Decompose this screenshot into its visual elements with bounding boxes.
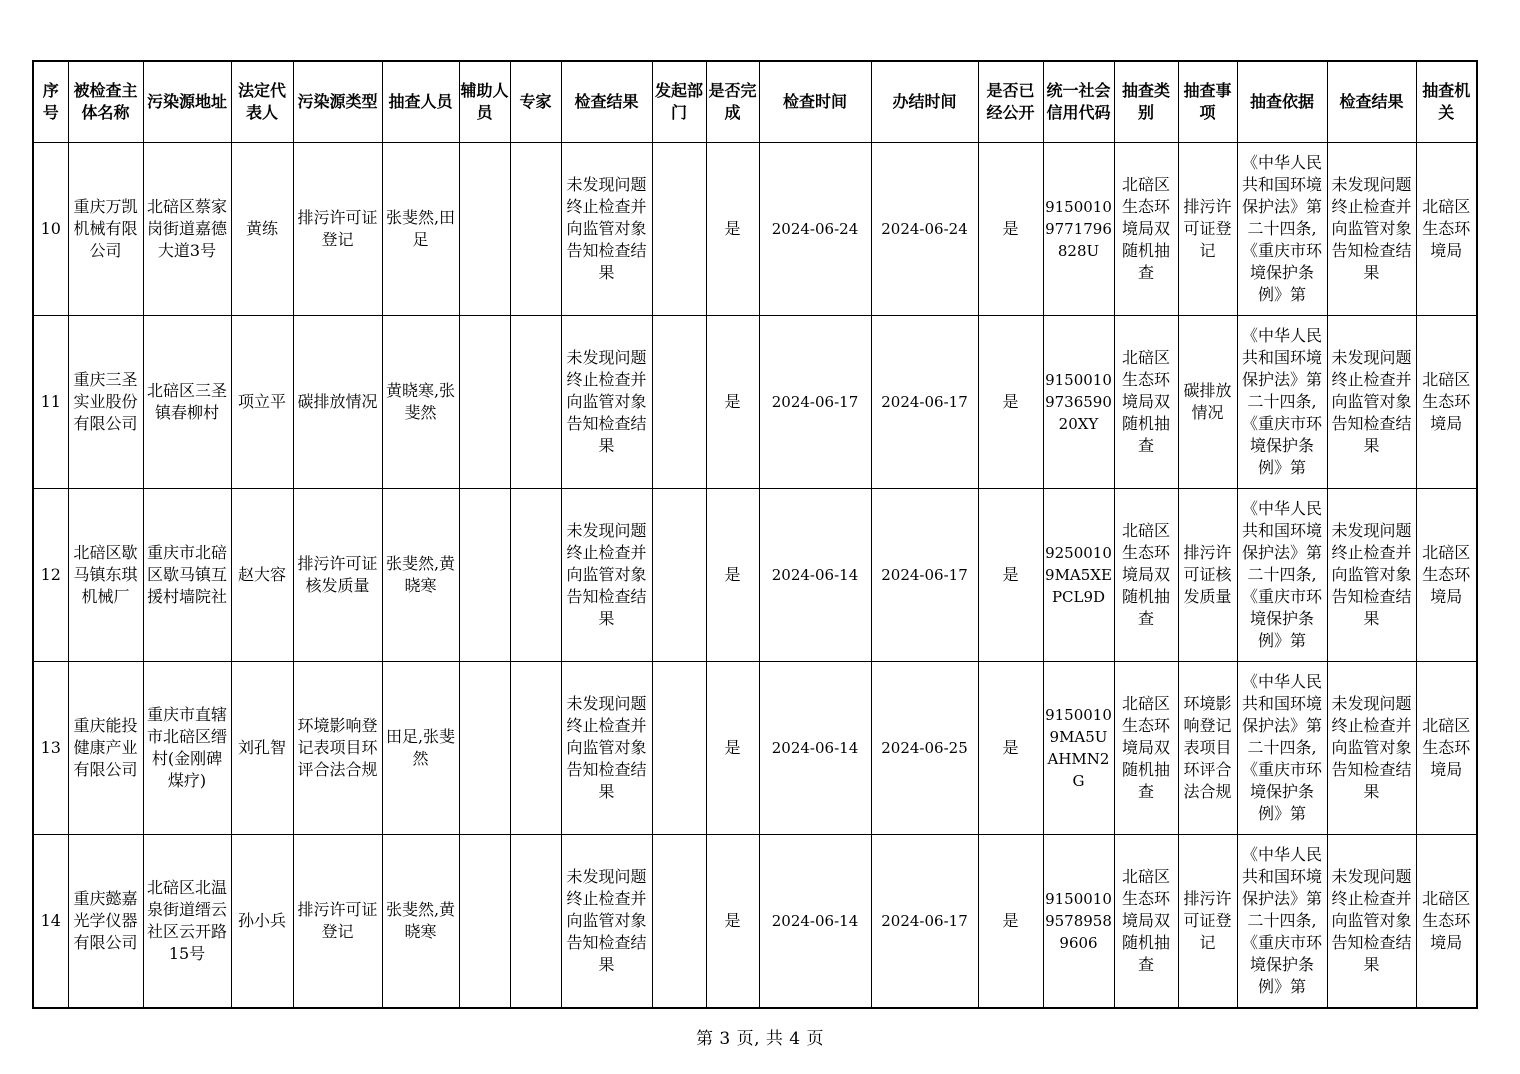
table-cell: [871, 662, 978, 835]
table-cell: [652, 662, 706, 835]
table-cell: [1043, 835, 1114, 1009]
column-header: 辅助人员: [459, 61, 510, 143]
table-cell: [382, 662, 459, 835]
column-header: 抽查类别: [1114, 61, 1178, 143]
table-cell: [561, 316, 652, 489]
table-cell: [143, 489, 231, 662]
table-cell: [143, 662, 231, 835]
cell-text: 刘孔智: [237, 738, 286, 757]
table-cell: [561, 662, 652, 835]
table-cell: [706, 835, 759, 1009]
cell-text: 未发现问题终止检查并向监管对象告知检查结果: [566, 694, 647, 801]
cell-text: 张斐然,黄晓寒: [385, 900, 456, 941]
cell-text: 北碚区蔡家岗街道嘉德大道3号: [146, 197, 227, 260]
cell-text: 91500109736590​20XY: [1045, 371, 1112, 433]
table-cell: [1178, 316, 1237, 489]
cell-text: 排污许可证登记: [297, 900, 378, 941]
table-cell: [1114, 143, 1178, 316]
column-header: 是否已经公开: [978, 61, 1043, 143]
table-cell: [1114, 316, 1178, 489]
cell-text: 北碚区生态环境局: [1422, 889, 1471, 952]
cell-text: 黄晓寒,张斐然: [385, 381, 456, 422]
cell-text: 2024-06-17: [771, 393, 859, 411]
table-cell: [510, 662, 561, 835]
column-header: 污染源地址: [143, 61, 231, 143]
table-cell: [759, 662, 871, 835]
cell-text: 《中华人民共和国环境保护法》第二十四条,《重庆市环境保护条例》第: [1241, 153, 1322, 304]
cell-text: 北碚区歇马镇东琪机械厂: [73, 543, 138, 606]
table-cell: [1416, 143, 1477, 316]
table-cell: [1178, 143, 1237, 316]
cell-text: 2024-06-17: [881, 566, 968, 584]
table-cell: [459, 662, 510, 835]
table-cell: [68, 143, 143, 316]
cell-text: 12: [40, 565, 61, 584]
cell-text: 北碚区生态环境局: [1422, 197, 1471, 260]
table-cell: [459, 489, 510, 662]
column-header: 序号: [33, 61, 68, 143]
table-body: [33, 143, 1477, 1009]
cell-text: 《中华人民共和国环境保护法》第二十四条,《重庆市环境保护条例》第: [1241, 326, 1322, 477]
cell-text: 2024-06-24: [771, 220, 859, 238]
table-cell: [561, 489, 652, 662]
inspection-table: [32, 60, 1478, 1009]
cell-text: 未发现问题终止检查并向监管对象告知检查结果: [1331, 348, 1412, 455]
cell-text: 13: [40, 738, 61, 757]
table-cell: [706, 489, 759, 662]
cell-text: 北碚区北温泉街道缙云社区云开路15号: [146, 878, 227, 963]
table-cell: [1114, 662, 1178, 835]
table-cell: [1416, 835, 1477, 1009]
table-cell: [382, 316, 459, 489]
table-cell: [33, 835, 68, 1009]
table-cell: [1178, 489, 1237, 662]
cell-text: 未发现问题终止检查并向监管对象告知检查结果: [1331, 521, 1412, 628]
cell-text: 是: [1002, 392, 1019, 411]
cell-text: 张斐然,黄晓寒: [385, 554, 456, 595]
table-cell: [143, 316, 231, 489]
table-row: [33, 316, 1477, 489]
cell-text: 田足,张斐然: [385, 727, 456, 768]
table-header-row: [33, 61, 1477, 143]
cell-text: 未发现问题终止检查并向监管对象告知检查结果: [566, 175, 647, 282]
cell-text: 《中华人民共和国环境保护法》第二十四条,《重庆市环境保护条例》第: [1241, 845, 1322, 996]
table-cell: [759, 835, 871, 1009]
table-cell: [706, 143, 759, 316]
column-header: 法定代表人: [231, 61, 293, 143]
cell-text: 未发现问题终止检查并向监管对象告知检查结果: [1331, 867, 1412, 974]
table-cell: [33, 489, 68, 662]
table-row: [33, 143, 1477, 316]
cell-text: 重庆三圣实业股份有限公司: [73, 370, 138, 433]
table-cell: [1237, 835, 1327, 1009]
cell-text: 北碚区生态环境局: [1422, 370, 1471, 433]
table-cell: [293, 143, 382, 316]
cell-text: 915001097717​96828U: [1045, 198, 1112, 260]
cell-text: 北碚区生态环境局双随机抽查: [1121, 521, 1170, 628]
table-cell: [652, 143, 706, 316]
table-cell: [293, 489, 382, 662]
table-cell: [978, 143, 1043, 316]
table-cell: [231, 662, 293, 835]
table-cell: [510, 143, 561, 316]
column-header: 检查结果: [561, 61, 652, 143]
cell-text: 北碚区生态环境局双随机抽查: [1121, 867, 1170, 974]
table-cell: [978, 835, 1043, 1009]
cell-text: 北碚区生态环境局: [1422, 716, 1471, 779]
table-cell: [759, 316, 871, 489]
column-header: 被检查主体名称: [68, 61, 143, 143]
cell-text: 排污许可证登记: [297, 208, 378, 249]
table-cell: [510, 835, 561, 1009]
table-cell: [978, 316, 1043, 489]
table-cell: [68, 316, 143, 489]
table-cell: [33, 662, 68, 835]
cell-text: 北碚区生态环境局双随机抽查: [1121, 348, 1170, 455]
table-cell: [143, 143, 231, 316]
table-cell: [68, 662, 143, 835]
cell-text: 张斐然,田足: [385, 208, 456, 249]
table-cell: [1043, 489, 1114, 662]
table-cell: [652, 835, 706, 1009]
cell-text: 未发现问题终止检查并向监管对象告知检查结果: [1331, 175, 1412, 282]
table-cell: [1327, 835, 1416, 1009]
cell-text: 是: [724, 565, 741, 584]
cell-text: 北碚区生态环境局: [1422, 543, 1471, 606]
column-header: 检查结果: [1327, 61, 1416, 143]
table-cell: [1114, 489, 1178, 662]
table-cell: [871, 489, 978, 662]
table-cell: [1178, 662, 1237, 835]
table-cell: [1237, 316, 1327, 489]
table-cell: [1327, 489, 1416, 662]
table-cell: [459, 835, 510, 1009]
cell-text: 11: [40, 392, 61, 411]
table-cell: [871, 835, 978, 1009]
cell-text: 《中华人民共和国环境保护法》第二十四条,《重庆市环境保护条例》第: [1241, 499, 1322, 650]
cell-text: 北碚区生态环境局双随机抽查: [1121, 175, 1170, 282]
table-cell: [293, 835, 382, 1009]
table-cell: [1114, 835, 1178, 1009]
column-header: 统一社会信用代码: [1043, 61, 1114, 143]
table-cell: [382, 835, 459, 1009]
cell-text: 2024-06-24: [881, 220, 968, 238]
cell-text: 北碚区三圣镇春柳村: [146, 381, 227, 422]
table-cell: [706, 662, 759, 835]
table-cell: [33, 316, 68, 489]
table-cell: [871, 316, 978, 489]
cell-text: 是: [724, 738, 741, 757]
cell-text: 2024-06-14: [771, 739, 859, 757]
cell-text: 重庆市北碚区歇马镇互援村墙院社: [146, 543, 227, 606]
cell-text: 重庆市直辖市北碚区缙村(金刚碑煤疗): [146, 705, 227, 790]
column-header: 抽查机关: [1416, 61, 1477, 143]
cell-text: 2024-06-25: [881, 739, 968, 757]
cell-text: 92500109MA5XEPCL9D: [1045, 544, 1112, 606]
cell-text: 重庆万凯机械有限公司: [73, 197, 138, 260]
cell-text: 碳排放情况: [1183, 381, 1232, 422]
table-cell: [68, 489, 143, 662]
column-header: 抽查依据: [1237, 61, 1327, 143]
table-cell: [33, 143, 68, 316]
table-cell: [293, 316, 382, 489]
cell-text: 重庆能投健康产业有限公司: [73, 716, 138, 779]
cell-text: 是: [1002, 219, 1019, 238]
cell-text: 是: [1002, 738, 1019, 757]
table-cell: [143, 835, 231, 1009]
cell-text: 未发现问题终止检查并向监管对象告知检查结果: [566, 521, 647, 628]
table-cell: [231, 143, 293, 316]
table-cell: [459, 143, 510, 316]
cell-text: 91500109578958​9606: [1045, 890, 1112, 952]
table-cell: [978, 489, 1043, 662]
table-cell: [459, 316, 510, 489]
table-cell: [1178, 835, 1237, 1009]
table-cell: [231, 835, 293, 1009]
table-cell: [1416, 662, 1477, 835]
cell-text: 未发现问题终止检查并向监管对象告知检查结果: [566, 867, 647, 974]
cell-text: 排污许可证登记: [1183, 197, 1232, 260]
table-cell: [382, 489, 459, 662]
cell-text: 未发现问题终止检查并向监管对象告知检查结果: [566, 348, 647, 455]
table-cell: [871, 143, 978, 316]
table-cell: [1327, 143, 1416, 316]
column-header: 专家: [510, 61, 561, 143]
table-row: [33, 489, 1477, 662]
cell-text: 环境影响登记表项目环评合法合规: [297, 716, 378, 779]
column-header: 检查时间: [759, 61, 871, 143]
table-cell: [1327, 662, 1416, 835]
cell-text: 10: [40, 219, 61, 238]
table-cell: [759, 143, 871, 316]
table-cell: [68, 835, 143, 1009]
table-cell: [978, 662, 1043, 835]
table-cell: [1327, 316, 1416, 489]
table-cell: [652, 316, 706, 489]
cell-text: 91500109MA5UAHMN2G: [1045, 706, 1112, 790]
cell-text: 2024-06-14: [771, 566, 859, 584]
cell-text: 2024-06-17: [881, 393, 968, 411]
table-cell: [1416, 316, 1477, 489]
cell-text: 孙小兵: [237, 911, 286, 930]
column-header: 抽查人员: [382, 61, 459, 143]
page-number: 第 3 页, 共 4 页: [695, 1029, 825, 1049]
cell-text: 重庆懿嘉光学仪器有限公司: [73, 889, 138, 952]
table-cell: [1237, 143, 1327, 316]
table-row: [33, 835, 1477, 1009]
column-header: 办结时间: [871, 61, 978, 143]
cell-text: 是: [724, 219, 741, 238]
cell-text: 未发现问题终止检查并向监管对象告知检查结果: [1331, 694, 1412, 801]
table-cell: [1237, 489, 1327, 662]
table-cell: [231, 316, 293, 489]
table-cell: [1416, 489, 1477, 662]
table-cell: [382, 143, 459, 316]
cell-text: 《中华人民共和国环境保护法》第二十四条,《重庆市环境保护条例》第: [1241, 672, 1322, 823]
table-cell: [231, 489, 293, 662]
cell-text: 是: [1002, 911, 1019, 930]
table-cell: [652, 489, 706, 662]
table-cell: [510, 316, 561, 489]
table-cell: [759, 489, 871, 662]
table-cell: [1043, 143, 1114, 316]
table-cell: [293, 662, 382, 835]
cell-text: 项立平: [237, 392, 286, 411]
cell-text: 碳排放情况: [297, 392, 378, 411]
cell-text: 2024-06-14: [771, 912, 859, 930]
cell-text: 赵大容: [237, 565, 286, 584]
cell-text: 排污许可证登记: [1183, 889, 1232, 952]
table-cell: [1043, 316, 1114, 489]
column-header: 发起部门: [652, 61, 706, 143]
cell-text: 14: [40, 911, 61, 930]
cell-text: 黄练: [245, 219, 278, 238]
table-cell: [1237, 662, 1327, 835]
table-row: [33, 662, 1477, 835]
table-cell: [510, 489, 561, 662]
cell-text: 2024-06-17: [881, 912, 968, 930]
cell-text: 是: [1002, 565, 1019, 584]
cell-text: 是: [724, 911, 741, 930]
table-cell: [561, 835, 652, 1009]
cell-text: 是: [724, 392, 741, 411]
column-header: 是否完成: [706, 61, 759, 143]
table-cell: [706, 316, 759, 489]
column-header: 污染源类型: [293, 61, 382, 143]
cell-text: 北碚区生态环境局双随机抽查: [1121, 694, 1170, 801]
table-cell: [561, 143, 652, 316]
cell-text: 排污许可证核发质量: [1183, 543, 1232, 606]
cell-text: 环境影响登记表项目环评合法合规: [1183, 694, 1232, 801]
table-cell: [1043, 662, 1114, 835]
column-header: 抽查事项: [1178, 61, 1237, 143]
cell-text: 排污许可证核发质量: [297, 554, 378, 595]
